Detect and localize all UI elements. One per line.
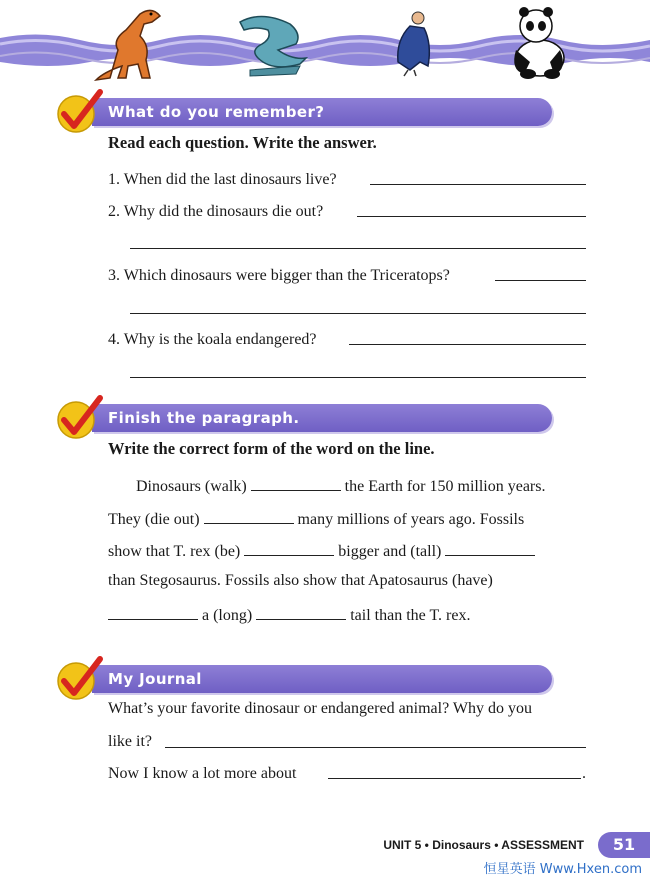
footer-unit-label: UNIT 5 • Dinosaurs • ASSESSMENT <box>383 838 584 852</box>
blank-die-out[interactable] <box>204 509 294 524</box>
journal-period: . <box>582 765 586 782</box>
answer-line-3a[interactable] <box>495 280 586 281</box>
question-2: 2. Why did the dinosaurs die out? <box>108 203 324 220</box>
paragraph-line-1: Dinosaurs (walk) the Earth for 150 million years. <box>136 478 546 495</box>
blank-long[interactable] <box>256 605 346 620</box>
journal-prompt-2: like it? <box>108 733 152 750</box>
answer-line-2a[interactable] <box>357 216 586 217</box>
question-3: 3. Which dinosaurs were bigger than the Triceratops? <box>108 267 450 284</box>
instruction-paragraph: Write the correct form of the word on the line. <box>108 439 435 458</box>
blank-be[interactable] <box>244 541 334 556</box>
watermark-text: 恒星英语 Www.Hxen.com <box>483 862 642 877</box>
journal-answer-line-2[interactable] <box>328 778 581 779</box>
checkmark-icon <box>54 88 108 136</box>
page-number: 51 <box>598 832 650 858</box>
checkmark-icon <box>54 655 108 703</box>
vulture-icon <box>398 12 430 76</box>
instruction-remember: Read each question. Write the answer. <box>108 133 377 152</box>
blank-tall[interactable] <box>445 541 535 556</box>
answer-line-3b[interactable] <box>130 313 586 314</box>
paragraph-line-5: a (long) tail than the T. rex. <box>108 605 470 625</box>
section-title-remember: What do you remember? <box>108 103 325 121</box>
journal-answer-line-1[interactable] <box>165 747 586 748</box>
question-4: 4. Why is the koala endangered? <box>108 331 317 348</box>
paragraph-line-4: than Stegosaurus. Fossils also show that Apatosaurus (have) <box>108 572 493 589</box>
paragraph-line-2: They (die out) many millions of years ago. Fossils <box>108 511 525 528</box>
section-title-paragraph: Finish the paragraph. <box>108 409 300 427</box>
header-banner <box>0 0 650 90</box>
blank-walk[interactable] <box>251 476 341 491</box>
journal-prompt-3: Now I know a lot more about <box>108 765 297 782</box>
answer-line-2b[interactable] <box>130 248 586 249</box>
checkmark-icon <box>54 394 108 442</box>
blank-have[interactable] <box>108 605 198 620</box>
answer-line-4a[interactable] <box>349 344 586 345</box>
answer-line-1[interactable] <box>370 184 586 185</box>
question-1: 1. When did the last dinosaurs live? <box>108 171 337 188</box>
answer-line-4b[interactable] <box>130 377 586 378</box>
journal-prompt-1: What’s your favorite dinosaur or endangered animal? Why do you <box>108 700 533 717</box>
section-title-journal: My Journal <box>108 670 202 688</box>
paragraph-line-3: show that T. rex (be) bigger and (tall) <box>108 541 535 561</box>
